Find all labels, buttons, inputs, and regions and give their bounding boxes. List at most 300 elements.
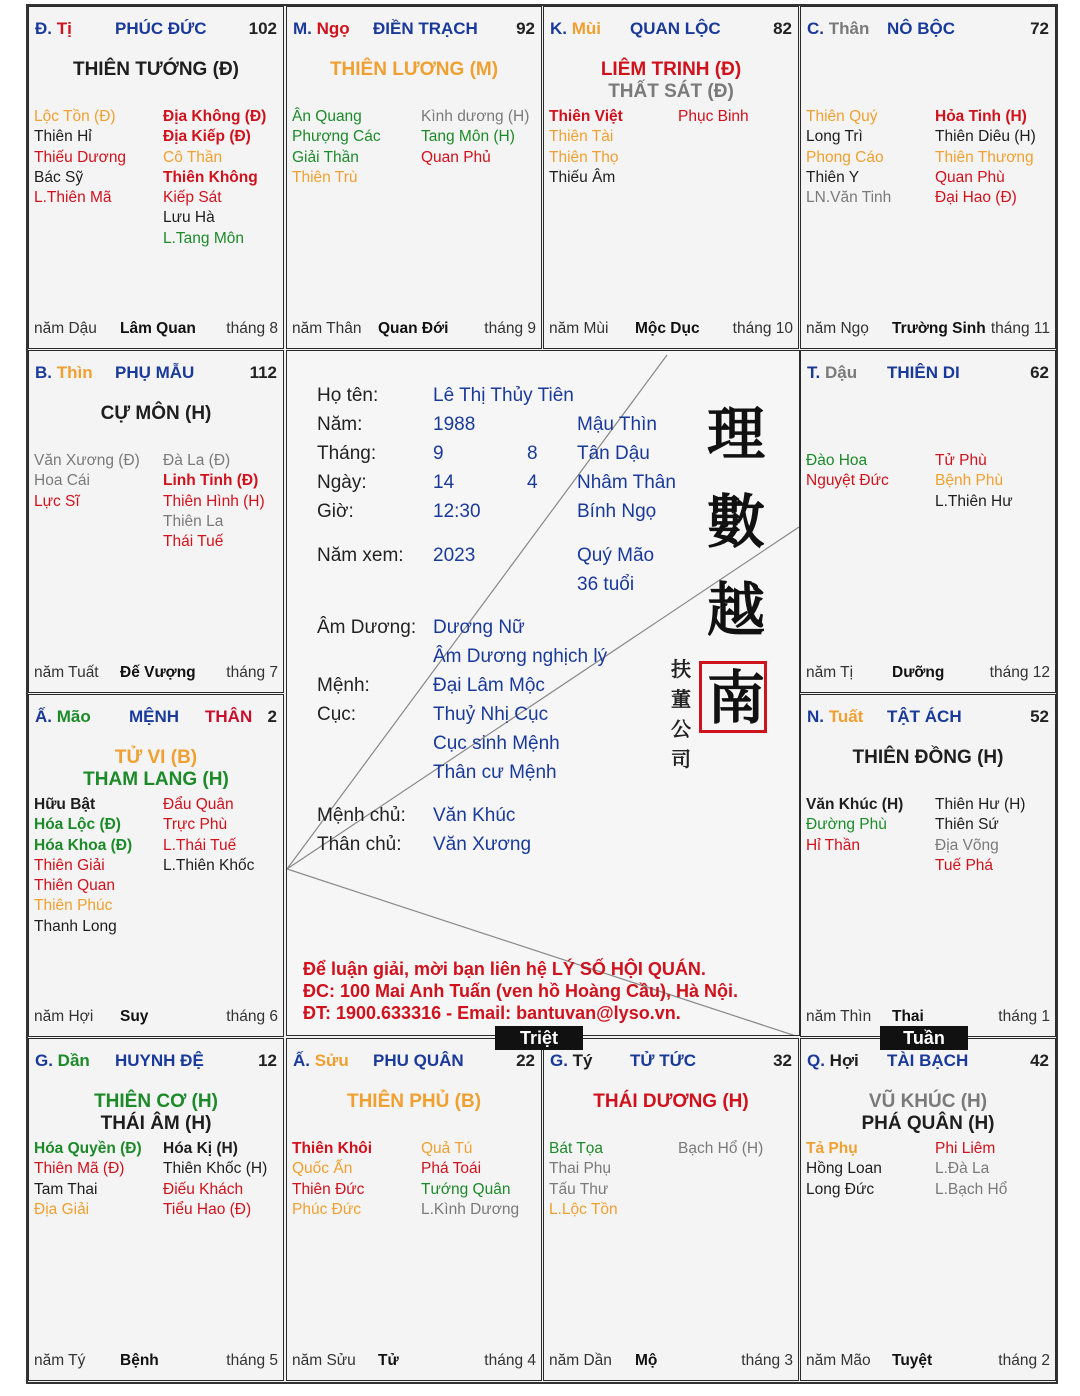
info-value: Dương Nữ — [433, 617, 525, 638]
branch-stem: B. — [35, 363, 52, 382]
horoscope-chart — [26, 4, 1058, 1384]
minor-star: Phượng Các — [292, 128, 381, 146]
main-star: THÁI ÂM (H) — [100, 1113, 212, 1134]
branch-stem: G. — [550, 1051, 568, 1070]
minor-star: Kình dương (H) — [421, 108, 530, 125]
palace-footer — [806, 1352, 1050, 1374]
main-star: PHÁ QUÂN (H) — [861, 1113, 995, 1134]
minor-star: Thiên Đức — [292, 1180, 365, 1198]
minor-stars-left — [34, 107, 126, 208]
palace-number: 32 — [773, 1051, 792, 1070]
main-star: THÁI DƯƠNG (H) — [593, 1091, 749, 1112]
minor-stars-right — [421, 1139, 519, 1220]
info-label: Thân chủ: — [317, 834, 402, 855]
minor-star: Tả Phụ — [806, 1140, 858, 1157]
palace-name: PHU QUÂN — [373, 1051, 464, 1070]
palace-year: năm Tý — [34, 1352, 86, 1369]
minor-star: L.Bạch Hổ — [935, 1180, 1008, 1198]
info-label: Mệnh chủ: — [317, 805, 406, 826]
palace-branch — [35, 19, 72, 39]
main-star: THIÊN TƯỚNG (Đ) — [72, 59, 239, 80]
minor-star: Thiên Trù — [292, 168, 358, 186]
palace-stage: Đế Vượng — [120, 664, 196, 681]
minor-stars-right — [935, 1139, 1007, 1200]
palace-branch — [35, 707, 91, 727]
palace-number: 92 — [516, 19, 535, 38]
tuan-marker: Tuần — [880, 1026, 968, 1050]
minor-star: Thiên Quan — [34, 877, 115, 895]
palace-branch — [35, 363, 93, 383]
info-value: Đại Lâm Mộc — [433, 675, 545, 696]
palace-header — [807, 363, 1049, 385]
palace-month: tháng 5 — [226, 1352, 278, 1369]
info-canchi: Nhâm Thân — [577, 472, 676, 493]
main-star: THIÊN CƠ (H) — [94, 1091, 218, 1112]
minor-star: Quan Phù — [935, 168, 1005, 186]
calligraphy-signature: 扶 — [671, 657, 691, 681]
main-star: THIÊN PHỦ (B) — [346, 1091, 482, 1112]
main-stars — [544, 59, 798, 103]
info-value: 2023 — [433, 545, 476, 566]
palace-month: tháng 2 — [998, 1352, 1050, 1369]
minor-star: Thiên Khốc (H) — [163, 1160, 268, 1178]
palace-name: QUAN LỘC — [630, 19, 721, 38]
palace-name: THIÊN DI — [887, 363, 960, 382]
red-seal-stamp — [699, 661, 767, 733]
minor-star: Đại Hao (Đ) — [935, 189, 1017, 207]
minor-star: Linh Tinh (Đ) — [163, 472, 259, 490]
minor-stars-left — [806, 451, 889, 492]
calligraphy-character: 理 — [707, 400, 766, 468]
minor-stars-left — [292, 1139, 372, 1220]
info-label: Âm Dương: — [317, 617, 417, 638]
palace-number: 72 — [1030, 19, 1049, 38]
minor-star: L.Thái Tuế — [163, 836, 237, 854]
palace-month: tháng 7 — [226, 664, 278, 681]
palace-year: năm Dần — [549, 1352, 612, 1369]
palace-year: năm Ngọ — [806, 320, 869, 337]
minor-star: Cô Thần — [163, 148, 223, 166]
palace-branch — [293, 19, 350, 39]
minor-stars-left — [34, 795, 132, 937]
palace-name: MỆNH — [129, 707, 180, 726]
center-info-panel — [286, 350, 800, 1036]
branch-stem: Ấ. — [293, 1051, 310, 1070]
palace-number: 82 — [773, 19, 792, 38]
info-canchi: 36 tuổi — [577, 574, 635, 595]
branch-name: Mùi — [567, 19, 601, 38]
minor-star: Quốc Ấn — [292, 1160, 353, 1178]
minor-star: Tam Thai — [34, 1180, 98, 1198]
branch-stem: G. — [35, 1051, 53, 1070]
palace-cell-dan — [28, 1038, 284, 1381]
palace-footer — [34, 1008, 278, 1030]
branch-name: Tị — [52, 19, 72, 38]
minor-star: Thiên Hình (H) — [163, 492, 265, 510]
palace-month: tháng 6 — [226, 1008, 278, 1025]
branch-name: Ngọ — [311, 19, 350, 38]
minor-star: L.Thiên Hư — [935, 492, 1013, 510]
branch-name: Dậu — [820, 363, 858, 382]
palace-branch — [807, 19, 869, 39]
palace-year: năm Sửu — [292, 1352, 356, 1369]
minor-stars-right — [935, 795, 1025, 876]
main-stars — [544, 1091, 798, 1113]
info-value: 12:30 — [433, 501, 481, 522]
minor-star: Điếu Khách — [163, 1180, 244, 1198]
minor-star: Trực Phù — [163, 816, 228, 834]
minor-star: Văn Khúc (H) — [806, 796, 904, 813]
palace-month: tháng 12 — [989, 664, 1050, 681]
branch-stem: Ấ. — [35, 707, 52, 726]
minor-stars-left — [806, 107, 891, 208]
minor-star: Thái Tuế — [163, 533, 224, 551]
info-label: Giờ: — [317, 501, 354, 522]
info-value: Âm Dương nghịch lý — [433, 646, 608, 667]
info-canchi: Bính Ngọ — [577, 501, 657, 522]
palace-month: tháng 4 — [484, 1352, 536, 1369]
info-value: Lê Thị Thủy Tiên — [433, 385, 574, 406]
info-label: Họ tên: — [317, 385, 379, 406]
minor-star: Văn Xương (Đ) — [34, 452, 140, 469]
minor-stars-right — [163, 1139, 267, 1220]
palace-name: PHỤ MẪU — [115, 363, 195, 382]
minor-stars-left — [806, 795, 903, 856]
main-star: VŨ KHÚC (H) — [868, 1091, 988, 1112]
minor-stars-left — [34, 1139, 142, 1220]
calligraphy-signature: 司 — [671, 747, 691, 771]
minor-star: Lộc Tồn (Đ) — [34, 108, 116, 125]
palace-stage: Bệnh — [120, 1352, 159, 1369]
info-value: 14 — [433, 472, 455, 493]
minor-star: Hỉ Thần — [806, 836, 860, 854]
branch-name: Sửu — [310, 1051, 349, 1070]
palace-stage: Tuyệt — [892, 1352, 933, 1369]
palace-footer — [292, 1352, 536, 1374]
minor-star: Bạch Hổ (H) — [678, 1140, 764, 1157]
minor-star: Phong Cáo — [806, 148, 884, 166]
contact-line: ĐT: 1900.633316 - Email: bantuvan@lyso.vn. — [303, 1003, 681, 1023]
branch-name: Tuất — [824, 707, 864, 726]
palace-stage: Dưỡng — [892, 664, 945, 681]
minor-star: Thiên Hư (H) — [935, 796, 1026, 813]
minor-star: Địa Kiếp (Đ) — [163, 128, 251, 146]
info-value: Văn Khúc — [433, 805, 516, 826]
minor-star: Thiên Tài — [549, 128, 614, 146]
main-stars — [801, 1091, 1055, 1135]
palace-header — [550, 19, 792, 41]
main-star: THIÊN LƯƠNG (M) — [329, 59, 499, 80]
palace-cell-suu — [286, 1038, 542, 1381]
info-label: Ngày: — [317, 472, 367, 493]
minor-star: Hoa Cái — [34, 472, 90, 490]
minor-star: Hồng Loan — [806, 1160, 882, 1178]
info-value: Thân cư Mệnh — [433, 762, 557, 783]
info-canchi: Quý Mão — [577, 545, 655, 566]
palace-header — [35, 1051, 277, 1073]
palace-branch — [807, 707, 863, 727]
palace-branch — [35, 1051, 90, 1071]
info-lunar-value: 4 — [527, 472, 538, 493]
palace-stage: Thai — [892, 1008, 924, 1025]
minor-star: L.Thiên Mã — [34, 189, 112, 207]
minor-star: Phi Liêm — [935, 1140, 996, 1157]
minor-star: Thiên Quý — [806, 108, 878, 125]
minor-star: L.Đà La — [935, 1160, 990, 1178]
minor-star: Giải Thần — [292, 148, 359, 166]
palace-cell-mao — [28, 694, 284, 1037]
contact-line: ĐC: 100 Mai Anh Tuấn (ven hồ Hoàng Cầu), Hà Nội. — [303, 981, 739, 1001]
palace-footer — [292, 320, 536, 342]
minor-star: Bát Tọa — [549, 1140, 604, 1157]
palace-header — [807, 707, 1049, 729]
branch-stem: K. — [550, 19, 567, 38]
minor-star: Long Đức — [806, 1180, 875, 1198]
branch-stem: C. — [807, 19, 824, 38]
palace-cell-dau — [800, 350, 1056, 693]
main-star: THAM LANG (H) — [83, 769, 229, 790]
minor-star: Phúc Đức — [292, 1200, 361, 1218]
palace-branch — [293, 1051, 349, 1071]
main-stars — [287, 59, 541, 81]
info-value: 9 — [433, 443, 444, 464]
main-star: THIÊN ĐỒNG (H) — [852, 747, 1004, 768]
palace-stage: Tử — [378, 1352, 399, 1369]
palace-year: năm Tị — [806, 664, 854, 681]
main-stars — [29, 747, 283, 791]
minor-star: Lực Sĩ — [34, 492, 80, 510]
main-star: TỬ VI (B) — [114, 747, 198, 768]
minor-star: Thiên Diêu (H) — [935, 128, 1036, 146]
palace-number: 62 — [1030, 363, 1049, 382]
minor-stars-left — [806, 1139, 882, 1200]
palace-header — [293, 1051, 535, 1073]
palace-header — [293, 19, 535, 41]
palace-year: năm Thìn — [806, 1008, 872, 1025]
info-label: Cục: — [317, 704, 357, 725]
branch-name: Mão — [52, 707, 91, 726]
info-canchi: Tân Dậu — [577, 443, 650, 464]
info-label: Mệnh: — [317, 675, 370, 696]
minor-stars-left — [34, 451, 140, 512]
minor-star: Bác Sỹ — [34, 168, 84, 186]
palace-cell-mui — [543, 6, 799, 349]
palace-stage: Quan Đới — [378, 320, 449, 337]
minor-star: Hỏa Tinh (H) — [935, 108, 1027, 125]
than-marker: THÂN — [205, 707, 253, 726]
palace-stage: Trường Sinh — [892, 320, 986, 337]
calligraphy-signature: 董 — [671, 687, 691, 711]
main-stars — [29, 1091, 283, 1135]
info-label: Tháng: — [317, 443, 377, 464]
calligraphy-character: 南 — [707, 664, 766, 732]
minor-stars-right — [163, 795, 254, 876]
palace-year: năm Mùi — [549, 320, 609, 337]
minor-star: Tang Môn (H) — [421, 128, 515, 146]
minor-star: L.Tang Môn — [163, 229, 244, 247]
palace-footer — [549, 1352, 793, 1374]
minor-star: Thiên La — [163, 512, 224, 530]
branch-stem: T. — [807, 363, 821, 382]
palace-cell-hoi — [800, 1038, 1056, 1381]
minor-star: Quan Phủ — [421, 148, 491, 166]
palace-number: 112 — [249, 363, 277, 382]
minor-star: Thiên Việt — [549, 108, 623, 125]
minor-stars-left — [549, 1139, 618, 1220]
palace-month: tháng 10 — [732, 320, 793, 337]
palace-footer — [549, 320, 793, 342]
main-stars — [29, 403, 283, 425]
branch-stem: Q. — [807, 1051, 825, 1070]
minor-star: Thiên Giải — [34, 856, 105, 874]
minor-star: Thanh Long — [34, 917, 117, 935]
palace-year: năm Mão — [806, 1352, 871, 1369]
palace-cell-tuat — [800, 694, 1056, 1037]
info-lunar-value: 8 — [527, 443, 538, 464]
minor-stars-right — [678, 107, 749, 127]
palace-name: PHÚC ĐỨC — [115, 19, 207, 38]
minor-star: Phục Binh — [678, 108, 749, 125]
triet-marker: Triệt — [495, 1026, 583, 1050]
minor-star: Kiếp Sát — [163, 189, 222, 207]
palace-cell-ngo — [286, 6, 542, 349]
main-star: CỰ MÔN (H) — [100, 403, 212, 424]
minor-star: Long Trì — [806, 128, 863, 146]
minor-star: Địa Võng — [935, 836, 999, 854]
main-star: LIÊM TRINH (Đ) — [600, 59, 742, 80]
palace-month: tháng 3 — [741, 1352, 793, 1369]
main-star: THẤT SÁT (Đ) — [608, 81, 734, 102]
minor-star: Lưu Hà — [163, 209, 215, 227]
palace-year: năm Thân — [292, 320, 362, 337]
minor-stars-right — [163, 107, 266, 249]
minor-star: Địa Không (Đ) — [163, 108, 267, 125]
palace-name: ĐIỀN TRẠCH — [373, 19, 478, 38]
minor-star: Đường Phù — [806, 816, 887, 834]
info-value: Thuỷ Nhị Cục — [433, 704, 549, 725]
palace-month: tháng 11 — [990, 320, 1050, 337]
palace-branch — [807, 363, 857, 383]
minor-stars-left — [292, 107, 381, 188]
minor-star: Hóa Lộc (Đ) — [34, 816, 121, 834]
minor-star: Tấu Thư — [549, 1180, 609, 1198]
minor-star: Tuế Phá — [935, 856, 994, 874]
minor-star: Hóa Kị (H) — [163, 1140, 238, 1157]
info-label: Năm xem: — [317, 545, 404, 566]
palace-branch — [807, 1051, 859, 1071]
info-value: 1988 — [433, 414, 476, 435]
minor-stars-right — [163, 451, 265, 552]
minor-star: Ân Quang — [292, 108, 362, 125]
minor-star: Thiên Phúc — [34, 897, 113, 915]
palace-header — [807, 19, 1049, 41]
palace-header — [550, 1051, 792, 1073]
palace-number: 102 — [248, 19, 277, 38]
main-stars — [287, 1091, 541, 1113]
minor-star: Tử Phù — [935, 452, 987, 469]
palace-header — [35, 19, 277, 41]
contact-line: Để luận giải, mời bạn liên hệ LÝ SỐ HỘI QUÁN. — [303, 959, 706, 979]
branch-stem: N. — [807, 707, 824, 726]
minor-star: Tướng Quân — [421, 1180, 511, 1198]
minor-star: Thiên Hỉ — [34, 128, 92, 146]
palace-name: TÀI BẠCH — [887, 1051, 969, 1070]
palace-number: 12 — [258, 1051, 277, 1070]
palace-month: tháng 1 — [998, 1008, 1050, 1025]
minor-star: Thiên Y — [806, 168, 860, 186]
minor-star: Bệnh Phù — [935, 472, 1004, 490]
minor-star: Thiên Mã (Đ) — [34, 1160, 125, 1178]
palace-branch — [550, 19, 601, 39]
minor-star: Thai Phụ — [549, 1160, 612, 1178]
info-label: Năm: — [317, 414, 363, 435]
palace-stage: Lâm Quan — [120, 320, 196, 337]
info-value: Văn Xương — [433, 834, 532, 855]
branch-name: Tý — [567, 1051, 593, 1070]
palace-cell-thin — [28, 350, 284, 693]
branch-stem: M. — [293, 19, 312, 38]
minor-star: Thiên Thọ — [549, 148, 619, 166]
minor-star: LN.Văn Tinh — [806, 189, 892, 207]
palace-stage: Mộ — [635, 1352, 658, 1369]
minor-star: Tiểu Hao (Đ) — [163, 1200, 252, 1218]
minor-star: Hóa Khoa (Đ) — [34, 836, 133, 854]
calligraphy-character: 越 — [707, 576, 766, 644]
minor-star: Phá Toái — [421, 1160, 482, 1178]
palace-stage: Mộc Dục — [635, 320, 700, 337]
palace-header — [807, 1051, 1049, 1073]
minor-star: Đẩu Quân — [163, 796, 234, 813]
palace-name: TỬ TỨC — [630, 1051, 696, 1070]
palace-year: năm Tuất — [34, 664, 99, 681]
palace-footer — [806, 664, 1050, 686]
palace-footer — [34, 1352, 278, 1374]
palace-year: năm Hợi — [34, 1008, 94, 1025]
minor-star: Thiên Khôi — [292, 1140, 373, 1157]
palace-stage: Suy — [120, 1008, 149, 1025]
main-stars — [29, 59, 283, 81]
minor-star: Thiên Không — [163, 168, 258, 186]
minor-star: Thiếu Dương — [34, 148, 127, 166]
minor-star: Đào Hoa — [806, 452, 868, 469]
minor-star: Thiên Thương — [935, 148, 1034, 166]
minor-star: Thiếu Âm — [549, 168, 616, 186]
palace-year: năm Dậu — [34, 320, 97, 337]
main-stars — [801, 747, 1055, 769]
palace-month: tháng 8 — [226, 320, 278, 337]
minor-star: Quả Tú — [421, 1140, 473, 1157]
minor-star: L.Kình Dương — [421, 1200, 520, 1218]
palace-number: 22 — [516, 1051, 535, 1070]
minor-stars-right — [421, 107, 529, 168]
minor-stars-right — [678, 1139, 763, 1159]
info-value: Cục sinh Mệnh — [433, 733, 560, 754]
palace-branch — [550, 1051, 593, 1071]
calligraphy-signature: 公 — [671, 717, 691, 741]
palace-cell-than — [800, 6, 1056, 349]
palace-name: TẬT ÁCH — [887, 707, 962, 726]
palace-footer — [34, 664, 278, 686]
branch-name: Dần — [52, 1051, 90, 1070]
minor-star: Thiên Sứ — [935, 816, 999, 834]
palace-header — [35, 363, 277, 385]
minor-star: Hữu Bật — [34, 796, 96, 813]
palace-month: tháng 9 — [484, 320, 536, 337]
calligraphy-character: 數 — [707, 488, 766, 556]
branch-name: Thân — [824, 19, 870, 38]
branch-name: Hợi — [824, 1051, 859, 1070]
palace-number: 52 — [1030, 707, 1049, 726]
